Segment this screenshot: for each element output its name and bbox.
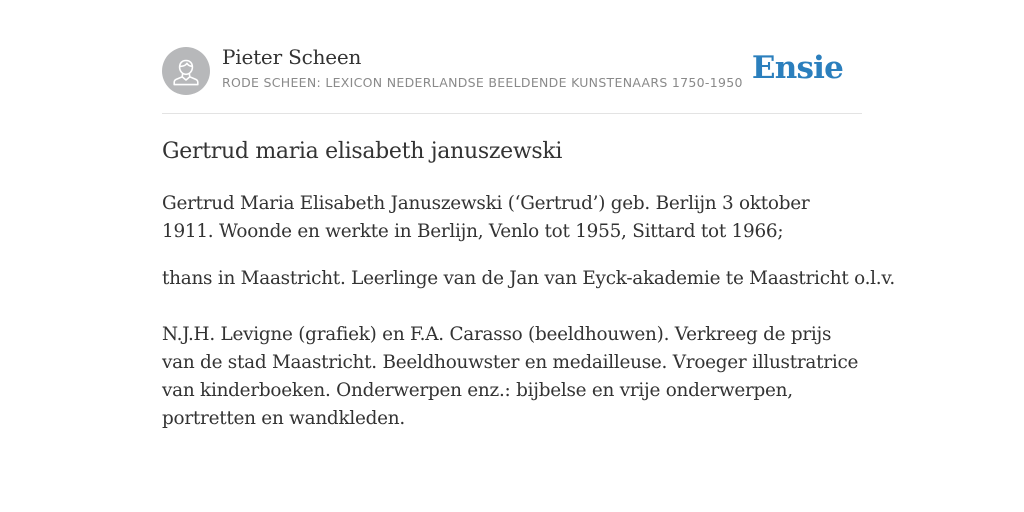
entry-paragraph-3: N.J.H. Levigne (grafiek) en F.A. Carasso (beeldhouwen). Verkreeg de prijs van de stad Maastricht. Beeldhouwster en medailleuse. Vroeger illustratrice van kinderboeken. Onderwerpen enz.: bijbelse en vrije onderwerpen, portretten en wandkleden. (162, 324, 859, 429)
entry-header (162, 0, 862, 114)
user-avatar-icon (162, 47, 210, 95)
ensie-logo[interactable]: Ensie (751, 50, 843, 86)
entry-card (162, 0, 895, 429)
entry-paragraph-2: thans in Maastricht. Leerlinge van de Jan van Eyck-akademie te Maastricht o.l.v. (162, 268, 895, 289)
person-outline-icon (162, 47, 210, 95)
author-name[interactable]: Pieter Scheen (222, 45, 362, 69)
entry-paragraph-1: Gertrud Maria Elisabeth Januszewski (‘Gertrud’) geb. Berlijn 3 oktober 1911. Woonde en werkte in Berlijn, Venlo tot 1955, Sittard tot 1966; (162, 193, 810, 242)
source-name[interactable]: RODE SCHEEN: LEXICON NEDERLANDSE BEELDENDE KUNSTENAARS 1750-1950 (222, 75, 743, 90)
entry-title: Gertrud maria elisabeth januszewski (162, 139, 563, 164)
